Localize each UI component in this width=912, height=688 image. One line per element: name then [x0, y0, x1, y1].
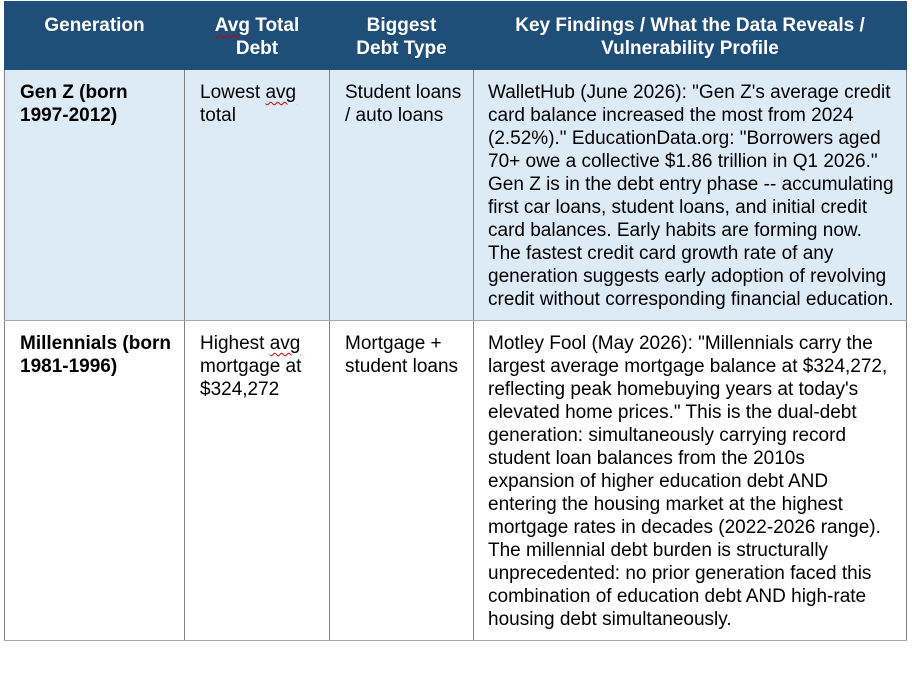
cell-findings: Motley Fool (May 2026): "Millennials carry the largest average mortgage balance at $324,272, reflecting peak homebuying years at today's elevated home prices." This is the dual-debt generation: simultaneously carrying record student loan balances from the 2010s expansion of higher education debt AND entering the housing market at the highest mortgage rates in decades (2022-2026 range). The millennial debt burden is structurally unprecedented: no prior generation faced this combination of education debt AND high-rate housing debt simultaneously. [474, 321, 907, 641]
spellcheck-word: avg [269, 333, 301, 354]
spellcheck-word: Avg [214, 15, 250, 36]
header-generation: Generation [5, 2, 185, 70]
cell-generation: Gen Z (born 1997-2012) [5, 70, 185, 321]
cell-debt-type: Mortgage + student loans [330, 321, 474, 641]
header-avg-total-debt: Avg Total Debt [185, 2, 330, 70]
cell-avg-debt: Highest avg mortgage at $324,272 [185, 321, 330, 641]
header-biggest-debt-type: Biggest Debt Type [330, 2, 474, 70]
table-header-row [5, 2, 907, 70]
table-row-millennials [5, 321, 907, 641]
spellcheck-word: avg [265, 82, 297, 103]
header-key-findings: Key Findings / What the Data Reveals / Vulnerability Profile [474, 2, 907, 70]
table-row-gen-z [5, 70, 907, 321]
cell-generation: Millennials (born 1981-1996) [5, 321, 185, 641]
generational-debt-table [4, 1, 907, 641]
cell-findings: WalletHub (June 2026): "Gen Z's average credit card balance increased the most from 2024 (2.52%)." EducationData.org: "Borrowers aged 70+ owe a collective $1.86 trillion in Q1 2026." Gen Z is in the debt entry phase -- accumulating first car loans, student loans, and initial credit card balances. Early habits are forming now. The fastest credit card growth rate of any generation suggests early adoption of revolving credit without corresponding financial education. [474, 70, 907, 321]
cell-debt-type: Student loans / auto loans [330, 70, 474, 321]
cell-avg-debt: Lowest avg total [185, 70, 330, 321]
